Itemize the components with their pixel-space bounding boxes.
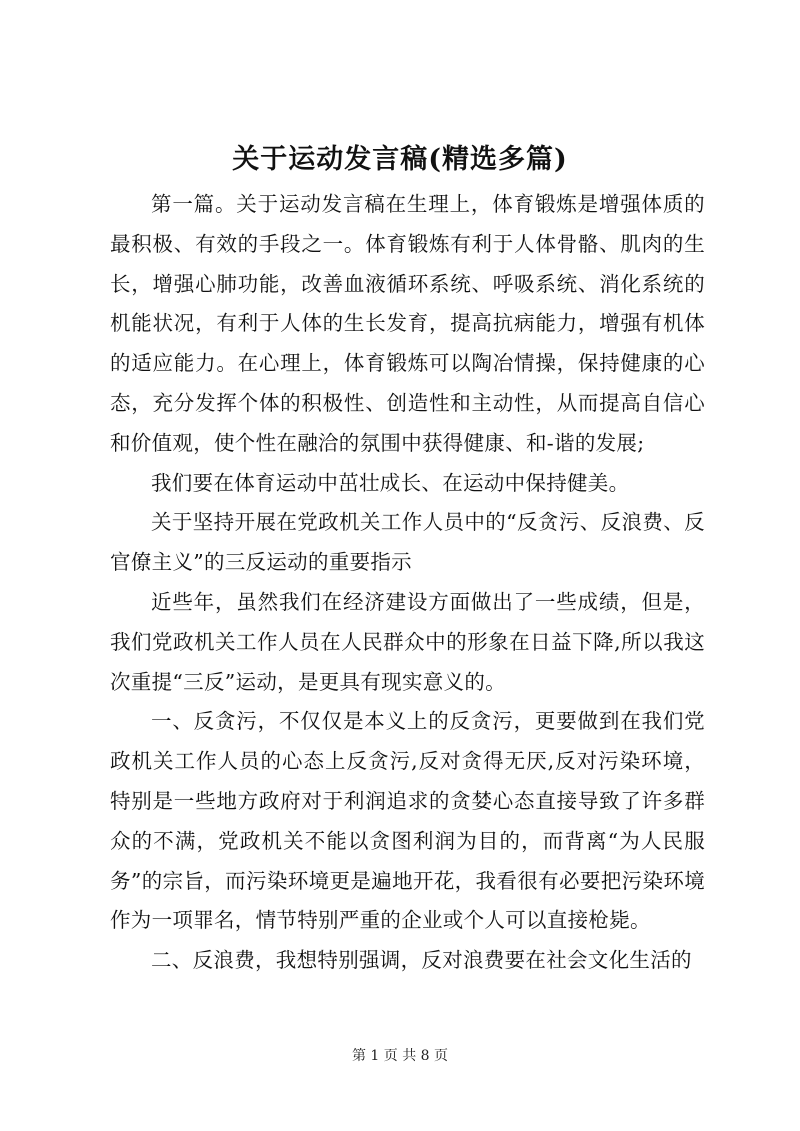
paragraph: 近些年，虽然我们在经济建设方面做出了一些成绩，但是，我们党政机关工作人员在人民群众中的形象在日益下降,所以我这次重提“三反”运动，是更具有现实意义的。 (110, 589, 705, 694)
paragraph: 我们要在体育运动中茁壮成长、在运动中保持健美。 (151, 470, 630, 495)
document-title: 关于运动发言稿(精选多篇) (232, 144, 568, 175)
paragraph: 关于坚持开展在党政机关工作人员中的“反贪污、反浪费、反官僚主义”的三反运动的重要指示 (110, 510, 705, 575)
paragraph: 二、反浪费，我想特别强调，反对浪费要在社会文化生活的 (151, 948, 692, 973)
paragraph: 第一篇。关于运动发言稿在生理上，体育锻炼是增强体质的最积极、有效的手段之一。体育锻炼有利于人体骨骼、肌肉的生长，增强心肺功能，改善血液循环系统、呼吸系统、消化系统的机能状况，有利于人体的生长发育，提高抗病能力，增强有机体的适应能力。在心理上，体育锻炼可以陶冶情操，保持健康的心态，充分发挥个体的积极性、创造性和主动性，从而提高自信心和价值观，使个性在融洽的氛围中获得健康、和-谐的发展; (110, 192, 705, 455)
paragraph: 一、反贪污，不仅仅是本义上的反贪污，更要做到在我们党政机关工作人员的心态上反贪污,反对贪得无厌,反对污染环境，特别是一些地方政府对于利润追求的贪婪心态直接导致了许多群众的不满，党政机关不能以贪图利润为目的，而背离“为人民服务”的宗旨，而污染环境更是遍地开花，我看很有必要把污染环境作为一项罪名，情节特别严重的企业或个人可以直接枪毙。 (110, 709, 705, 933)
document-body (110, 185, 705, 981)
page-footer: 第 1 页 共 8 页 (351, 1048, 449, 1064)
